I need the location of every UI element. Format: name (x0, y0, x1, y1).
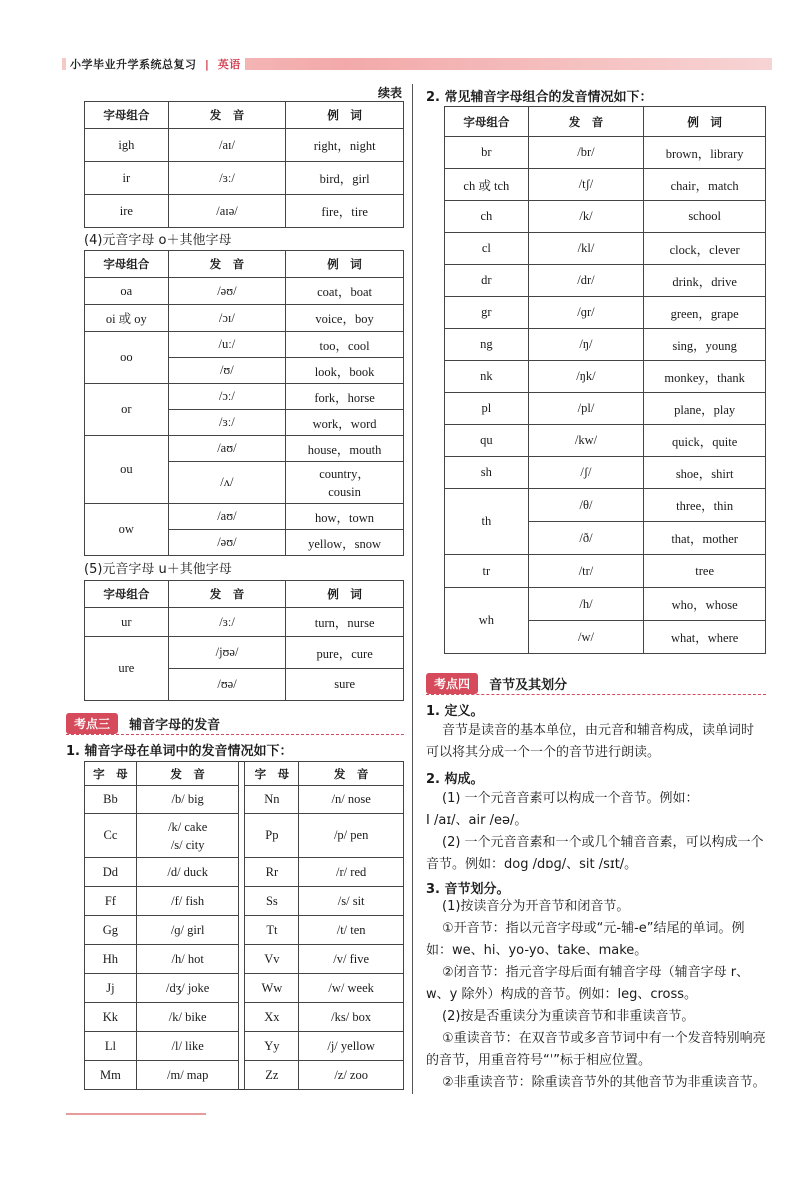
table-row (85, 504, 404, 530)
cell-sound: /w/ (528, 621, 644, 654)
cell-combo: oo (85, 332, 169, 384)
cell-sound: /əʊ/ (168, 278, 285, 305)
cell-words: green，grape (644, 297, 766, 329)
cell-sound: /k/ bike (136, 1003, 239, 1032)
cell-sound: /ʊə/ (168, 669, 286, 701)
cell-words: work，word (286, 410, 404, 436)
division-unstressed-syllable: ②非重读音节：除重读音节外的其他音节为非重读音节。 (442, 1075, 766, 1090)
cell-letter: Dd (85, 858, 137, 887)
cell-words: bird，girl (286, 162, 404, 195)
cell-sound: /n/ nose (299, 786, 404, 814)
cell-words: that，mother (644, 522, 766, 555)
table-row (445, 297, 766, 329)
cell-sound: /z/ zoo (299, 1061, 404, 1090)
vowel-combo-table-continued (84, 101, 404, 228)
division-stressed-syllable: ①重读音节：在双音节或多音节词中有一个发音特别响亮的音节，用重音符号“ˈ”标于相应位置。 (426, 1031, 766, 1068)
cell-letter: Zz (245, 1061, 299, 1090)
cell-combo: ure (85, 637, 169, 701)
table-header-row (85, 581, 404, 608)
division-item-2: (2)按是否重读分为重读音节和非重读音节。 (442, 1009, 695, 1024)
vowel-o-table (84, 250, 404, 556)
cell-words: chair，match (644, 169, 766, 201)
cell-words: monkey，thank (644, 361, 766, 393)
cell-combo: ow (85, 504, 169, 556)
table-header-row (85, 762, 404, 786)
composition-item-2: (2) 一个元音音素和一个或几个辅音音素，可以构成一个音节。例如：dog /dɒɡ/、sit /sɪt/。 (426, 835, 764, 872)
cell-letter: Ww (245, 974, 299, 1003)
cell-sound: /p/ pen (299, 814, 404, 858)
col-header: 发 音 (168, 102, 286, 129)
cell-combo: pl (445, 393, 529, 425)
table-row (85, 814, 404, 858)
syllable-division-title: 3. 音节划分。 (426, 882, 510, 897)
cell-combo: wh (445, 588, 529, 654)
cell-words: fire，tire (286, 195, 404, 228)
cell-sound: /j/ yellow (299, 1032, 404, 1061)
cell-combo: ch 或 tch (445, 169, 529, 201)
col-header: 发 音 (528, 107, 644, 137)
cell-words: voice，boy (286, 305, 404, 332)
footer-rule (66, 1113, 206, 1115)
division-item-1: (1)按读音分为开音节和闭音节。 (442, 899, 630, 914)
cell-sound: /tr/ (528, 555, 644, 588)
col-header: 例 词 (286, 581, 404, 608)
kaodian-underline (426, 694, 766, 695)
cell-combo: ir (85, 162, 169, 195)
table-row (85, 332, 404, 358)
table-row (85, 858, 404, 887)
cell-sound: /ð/ (528, 522, 644, 555)
table-row (85, 129, 404, 162)
cell-combo: ch (445, 201, 529, 233)
cell-sound: /w/ week (299, 974, 404, 1003)
syllable-definition-text: 音节是读音的基本单位，由元音和辅音构成，读单词时可以将其分成一个一个的音节进行朗读。 (426, 723, 755, 760)
cell-combo: oi 或 oy (85, 305, 169, 332)
cell-letter: Xx (245, 1003, 299, 1032)
cell-sound: /h/ hot (136, 945, 239, 974)
cell-sound: /dr/ (528, 265, 644, 297)
cell-sound: /tʃ/ (528, 169, 644, 201)
cell-sound: /θ/ (528, 489, 644, 522)
table-row (445, 555, 766, 588)
cell-letter: Pp (245, 814, 299, 858)
cell-letter: Jj (85, 974, 137, 1003)
col-header: 字母组合 (85, 581, 169, 608)
table-header-row (445, 107, 766, 137)
cell-words: what，where (644, 621, 766, 654)
cell-letter: Gg (85, 916, 137, 945)
cell-sound-line: /s/ city (170, 837, 205, 852)
continued-label: 续表 (378, 86, 403, 100)
cell-combo: oa (85, 278, 169, 305)
cell-words: coat，boat (286, 278, 404, 305)
cell-sound: /uː/ (168, 332, 285, 358)
division-open-syllable: ①开音节：指以元音字母或“元-辅-e”结尾的单词。例如：we、hi、yo-yo、take、make。 (426, 921, 745, 958)
running-header (66, 56, 245, 72)
cell-sound: /l/ like (136, 1032, 239, 1061)
col-header: 字母组合 (85, 251, 169, 278)
cell-sound: /ɡr/ (528, 297, 644, 329)
cell-words: fork，horse (286, 384, 404, 410)
kaodian-four-heading (426, 673, 567, 691)
cell-words: sure (286, 669, 404, 701)
cell-combo: sh (445, 457, 529, 489)
col-header: 发 音 (136, 762, 239, 786)
composition-item-1-example: I /aɪ/、air /eə/。 (426, 813, 528, 828)
cell-words: three，thin (644, 489, 766, 522)
table-row (445, 137, 766, 169)
cell-sound: /əʊ/ (168, 530, 285, 556)
cell-words: who，whose (644, 588, 766, 621)
cell-sound: /f/ fish (136, 887, 239, 916)
cell-words: how，town (286, 504, 404, 530)
col-header: 发 音 (168, 581, 286, 608)
table-row (445, 233, 766, 265)
table-row (85, 637, 404, 669)
composition-item-1: (1) 一个元音音素可以构成一个音节。例如： (442, 791, 699, 806)
col-header: 发 音 (299, 762, 404, 786)
cell-combo: tr (445, 555, 529, 588)
cell-letter: Vv (245, 945, 299, 974)
col-header: 发 音 (168, 251, 285, 278)
table-row (85, 1032, 404, 1061)
header-separator: | (204, 58, 210, 71)
table-row (85, 1061, 404, 1090)
subject-label: 英语 (217, 58, 241, 71)
kaodian-tag: 考点四 (426, 673, 478, 694)
cell-words: turn，nurse (286, 608, 404, 637)
section-2-title: 2. 常见辅音字母组合的发音情况如下： (426, 90, 653, 105)
cell-words: tree (644, 555, 766, 588)
cell-sound: /ʌ/ (168, 462, 285, 504)
cell-sound: /ɔː/ (168, 384, 285, 410)
col-header: 字 母 (85, 762, 137, 786)
vowel-u-table (84, 580, 404, 701)
table-row (445, 489, 766, 522)
column-divider (412, 84, 413, 1094)
table-row (85, 1003, 404, 1032)
col-header: 例 词 (286, 102, 404, 129)
cell-sound: /m/ map (136, 1061, 239, 1090)
table-row (85, 384, 404, 410)
cell-letter: Ss (245, 887, 299, 916)
cell-words: yellow，snow (286, 530, 404, 556)
cell-sound: /pl/ (528, 393, 644, 425)
table-row (85, 916, 404, 945)
cell-letter: Tt (245, 916, 299, 945)
cell-words: country，cousin (286, 462, 404, 504)
cell-sound: /kl/ (528, 233, 644, 265)
cell-sound: /d/ duck (136, 858, 239, 887)
cell-sound: /ŋk/ (528, 361, 644, 393)
cell-letter: Hh (85, 945, 137, 974)
cell-words: drink，drive (644, 265, 766, 297)
table-row (445, 329, 766, 361)
cell-combo: qu (445, 425, 529, 457)
cell-combo: dr (445, 265, 529, 297)
cell-sound: /ɜː/ (168, 162, 286, 195)
cell-words: clock，clever (644, 233, 766, 265)
syllable-definition-title: 1. 定义。 (426, 704, 484, 719)
caption-vowel-o: (4)元音字母 o＋其他字母 (84, 233, 232, 248)
table-row (445, 588, 766, 621)
cell-sound: /aʊ/ (168, 504, 285, 530)
cell-combo: nk (445, 361, 529, 393)
cell-combo: th (445, 489, 529, 555)
cell-sound: /b/ big (136, 786, 239, 814)
cell-words: plane，play (644, 393, 766, 425)
table-row (85, 945, 404, 974)
cell-sound: /aʊ/ (168, 436, 285, 462)
consonant-combo-table (444, 106, 766, 654)
col-header: 字母组合 (445, 107, 529, 137)
cell-sound: /ŋ/ (528, 329, 644, 361)
cell-sound: /br/ (528, 137, 644, 169)
cell-sound: /ɜː/ (168, 608, 286, 637)
cell-sound: /t/ ten (299, 916, 404, 945)
division-closed-syllable: ②闭音节：指元音字母后面有辅音字母（辅音字母 r、w、y 除外）构成的音节。例如：leg、cross。 (426, 965, 750, 1002)
cell-words: look，book (286, 358, 404, 384)
caption-vowel-u: (5)元音字母 u＋其他字母 (84, 562, 232, 577)
cell-letter: Kk (85, 1003, 137, 1032)
table-row (85, 887, 404, 916)
table-row (445, 201, 766, 233)
cell-sound (136, 814, 239, 858)
table-header-row (85, 102, 404, 129)
cell-sound: /ɜː/ (168, 410, 285, 436)
cell-sound: /jʊə/ (168, 637, 286, 669)
cell-sound: /aɪ/ (168, 129, 286, 162)
table-row (85, 436, 404, 462)
kaodian-underline (66, 734, 404, 735)
cell-sound: /dʒ/ joke (136, 974, 239, 1003)
table-row (445, 169, 766, 201)
cell-letter: Mm (85, 1061, 137, 1090)
cell-sound: /ʃ/ (528, 457, 644, 489)
table-row (85, 162, 404, 195)
col-header: 字母组合 (85, 102, 169, 129)
cell-sound: /ɔɪ/ (168, 305, 285, 332)
cell-combo: gr (445, 297, 529, 329)
table-row (85, 974, 404, 1003)
kaodian-tag: 考点三 (66, 713, 118, 734)
cell-sound: /kw/ (528, 425, 644, 457)
cell-sound: /v/ five (299, 945, 404, 974)
cell-sound: /r/ red (299, 858, 404, 887)
cell-sound: /ɡ/ girl (136, 916, 239, 945)
cell-combo: or (85, 384, 169, 436)
cell-sound: /aɪə/ (168, 195, 286, 228)
cell-combo: cl (445, 233, 529, 265)
cell-words: brown，library (644, 137, 766, 169)
cell-letter: Cc (85, 814, 137, 858)
kaodian-title: 辅音字母的发音 (129, 718, 221, 733)
book-title: 小学毕业升学系统总复习 (70, 58, 197, 71)
cell-letter: Rr (245, 858, 299, 887)
kaodian-three-heading (66, 713, 220, 731)
table-row (85, 608, 404, 637)
table-header-row (85, 251, 404, 278)
cell-words: shoe，shirt (644, 457, 766, 489)
table-row (445, 265, 766, 297)
cell-combo: br (445, 137, 529, 169)
cell-sound: /k/ (528, 201, 644, 233)
syllable-composition-title: 2. 构成。 (426, 772, 484, 787)
table-row (85, 278, 404, 305)
consonant-letter-table (84, 761, 404, 1090)
table-row (445, 361, 766, 393)
cell-sound: /h/ (528, 588, 644, 621)
cell-words: too，cool (286, 332, 404, 358)
cell-combo: ire (85, 195, 169, 228)
cell-words: sing，young (644, 329, 766, 361)
cell-sound-line: /k/ cake (168, 819, 208, 834)
cell-letter: Ll (85, 1032, 137, 1061)
cell-letter: Bb (85, 786, 137, 814)
cell-words: quick，quite (644, 425, 766, 457)
cell-letter: Nn (245, 786, 299, 814)
cell-letter: Yy (245, 1032, 299, 1061)
cell-combo: ng (445, 329, 529, 361)
col-header: 例 词 (286, 251, 404, 278)
cell-letter: Ff (85, 887, 137, 916)
col-header: 例 词 (644, 107, 766, 137)
table-row (445, 393, 766, 425)
table-row (445, 457, 766, 489)
cell-combo: ur (85, 608, 169, 637)
kaodian-title: 音节及其划分 (489, 678, 568, 693)
table-row (85, 786, 404, 814)
cell-sound: /ʊ/ (168, 358, 285, 384)
table-row (445, 425, 766, 457)
cell-combo: ou (85, 436, 169, 504)
cell-words: house，mouth (286, 436, 404, 462)
cell-words: school (644, 201, 766, 233)
cell-sound: /s/ sit (299, 887, 404, 916)
table-row (85, 195, 404, 228)
cell-sound: /ks/ box (299, 1003, 404, 1032)
section-1-title: 1. 辅音字母在单词中的发音情况如下： (66, 744, 293, 759)
cell-combo: igh (85, 129, 169, 162)
table-row (85, 305, 404, 332)
cell-words: pure，cure (286, 637, 404, 669)
col-header: 字 母 (245, 762, 299, 786)
cell-words: right，night (286, 129, 404, 162)
